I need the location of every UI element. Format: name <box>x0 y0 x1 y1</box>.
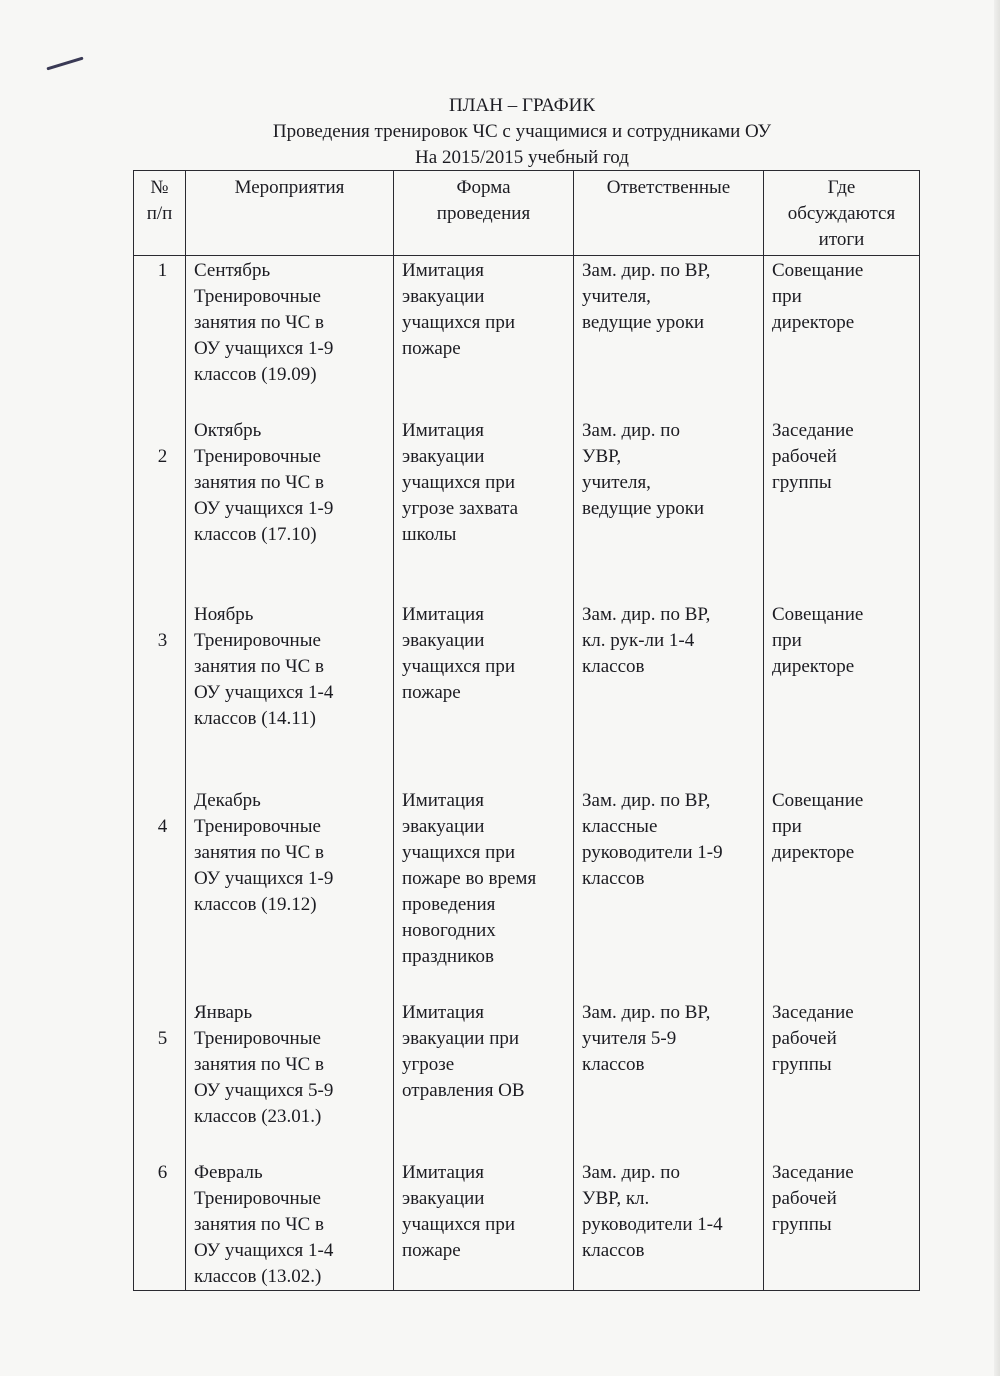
row-responsible: Зам. дир. по ВР, учителя, ведущие уроки <box>574 256 764 417</box>
row-responsible: Зам. дир. по ВР, классные руководители 1-9 классов <box>574 786 764 998</box>
table-row <box>134 600 920 786</box>
row-event: Январь Тренировочные занятия по ЧС в ОУ учащихся 5-9 классов (23.01.) <box>186 998 394 1158</box>
document-title: ПЛАН – ГРАФИК <box>448 95 596 116</box>
pen-mark <box>46 57 83 71</box>
table-header-row <box>134 171 920 256</box>
row-results: Заседание рабочей группы <box>764 416 920 600</box>
row-results: Совещание при директоре <box>764 256 920 417</box>
row-event: Ноябрь Тренировочные занятия по ЧС в ОУ учащихся 1-4 классов (14.11) <box>186 600 394 786</box>
header-events: Мероприятия <box>186 171 394 256</box>
table-row <box>134 998 920 1158</box>
academic-year: На 2015/2015 учебный год <box>415 147 629 168</box>
table-row <box>134 1158 920 1291</box>
row-form: Имитация эвакуации учащихся при пожаре <box>394 256 574 417</box>
row-form: Имитация эвакуации учащихся при пожаре во время проведения новогодних праздников <box>394 786 574 998</box>
row-responsible: Зам. дир. по ВР, учителя 5-9 классов <box>574 998 764 1158</box>
row-number: 1 <box>134 256 186 417</box>
row-event: Декабрь Тренировочные занятия по ЧС в ОУ учащихся 1-9 классов (19.12) <box>186 786 394 998</box>
document-subtitle: Проведения тренировок ЧС с учащимися и сотрудниками ОУ <box>272 121 772 142</box>
row-form: Имитация эвакуации учащихся при пожаре <box>394 1158 574 1291</box>
row-number: 4 <box>134 786 186 998</box>
row-number: 5 <box>134 998 186 1158</box>
row-form: Имитация эвакуации учащихся при угрозе захвата школы <box>394 416 574 600</box>
page-edge <box>994 0 1000 1376</box>
table-row <box>134 256 920 417</box>
row-event: Октябрь Тренировочные занятия по ЧС в ОУ учащихся 1-9 классов (17.10) <box>186 416 394 600</box>
row-responsible: Зам. дир. по ВР, кл. рук-ли 1-4 классов <box>574 600 764 786</box>
row-results: Заседание рабочей группы <box>764 998 920 1158</box>
row-number: 2 <box>134 416 186 600</box>
header-responsible: Ответственные <box>574 171 764 256</box>
document-header <box>0 93 1000 171</box>
header-number: № п/п <box>134 171 186 256</box>
row-number: 6 <box>134 1158 186 1291</box>
row-responsible: Зам. дир. по УВР, кл. руководители 1-4 классов <box>574 1158 764 1291</box>
row-number: 3 <box>134 600 186 786</box>
row-form: Имитация эвакуации при угрозе отравления ОВ <box>394 998 574 1158</box>
table-row <box>134 416 920 600</box>
plan-table <box>133 170 920 1291</box>
row-event: Сентябрь Тренировочные занятия по ЧС в ОУ учащихся 1-9 классов (19.09) <box>186 256 394 417</box>
row-form: Имитация эвакуации учащихся при пожаре <box>394 600 574 786</box>
row-results: Заседание рабочей группы <box>764 1158 920 1291</box>
row-responsible: Зам. дир. по УВР, учителя, ведущие уроки <box>574 416 764 600</box>
row-results: Совещание при директоре <box>764 600 920 786</box>
row-results: Совещание при директоре <box>764 786 920 998</box>
header-form: Форма проведения <box>394 171 574 256</box>
table-row <box>134 786 920 998</box>
row-event: Февраль Тренировочные занятия по ЧС в ОУ учащихся 1-4 классов (13.02.) <box>186 1158 394 1291</box>
header-results: Где обсуждаются итоги <box>764 171 920 256</box>
